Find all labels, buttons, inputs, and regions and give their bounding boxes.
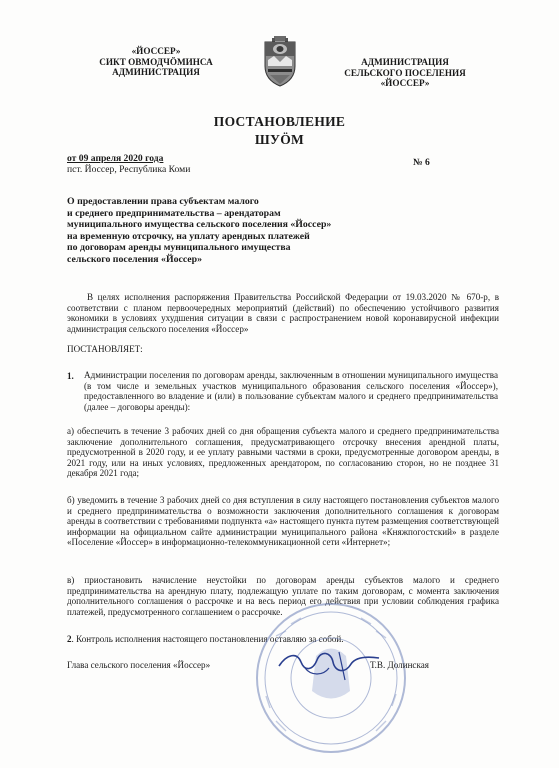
- subitem-v: в) приостановить начисление неустойки по договорам аренды субъектов малого и среднего предпринимательства на арендную плату, подлежащую уплате по таким договорам, с момента заключения дополнительного соглашения о рассрочке и на весь период его действия при условии соблюдения графика платежей, предусмотренного соглашением о рассрочке.: [67, 575, 499, 617]
- item-1-text: Администрации поселения по договорам аренды, заключенным в отношении муниципального имущества (в том числе и земельных участков муниципального образования сельского поселения «Йоссер»), предоставленного во владение и (или) в пользование субъектам малого и среднего предпринимательства (далее – договоры аренды):: [84, 370, 498, 412]
- subitem-b: б) уведомить в течение 3 рабочих дней со дня вступления в силу настоящего постановления субъектов малого и среднего предпринимательства о возможности заключения дополнительного соглашения к договорам аренды в соответствии с требованиями подпункта «а» настоящего пункта путем размещения соответствующей информации на официальном сайте администрации муниципального района «Княжпогостский» в разделе «Поселение «Йоссер» в информационно-телекоммуникационной сети «Интернет»;: [67, 495, 499, 548]
- header-left-line-2: СИКТ ОВМОДЧÖМИНСА: [99, 56, 213, 67]
- subject-line-1: О предоставлении права субъектам малого: [67, 196, 259, 207]
- header-right-line-3: «ЙОССЕР»: [380, 78, 430, 88]
- header-left-line-3: АДМИНИСТРАЦИЯ: [112, 67, 200, 77]
- subject-line-2: и среднего предпринимательства – арендаторам: [67, 207, 281, 219]
- document-place: пст. Йоссер, Республика Коми: [67, 164, 191, 175]
- document-subject: [67, 196, 397, 265]
- document-number: № 6: [413, 157, 430, 168]
- header-left-line-1: «ЙОССЕР»: [131, 46, 181, 56]
- document-date: от 09 апреля 2020 года: [67, 153, 164, 164]
- document-title: ПОСТАНОВЛЕНИЕ: [213, 114, 346, 129]
- handwritten-signature-icon: [275, 646, 385, 686]
- item-1-number: 1.: [67, 371, 74, 381]
- header-right-line-2: СЕЛЬСКОГО ПОСЕЛЕНИЯ: [344, 67, 466, 78]
- document-title-komi: ШУÖМ: [254, 132, 305, 147]
- signatory-position: Глава сельского поселения «Йоссер»: [67, 660, 211, 670]
- header-right-line-1: АДМИНИСТРАЦИЯ: [361, 57, 449, 67]
- subject-line-5: по договорам аренды муниципального имущества: [67, 242, 291, 253]
- subject-line-6: сельского поселения «Йоссер»: [67, 253, 202, 265]
- header-left-block: [70, 46, 242, 78]
- subitem-a: а) обеспечить в течение 3 рабочих дней со дня обращения субъекта малого и среднего предпринимательства заключение дополнительного соглашения, предусматривающего отсрочку внесения арендной платы, предусмотренной в 2020 году, и ее уплату равными частями в сроки, предусмотренные договором аренды, в 2021 году, или на иных условиях, предложенных арендатором, по согласованию сторон, но не позднее 31 декабря 2021 года;: [67, 426, 499, 479]
- subject-line-4: на временную отсрочку, на уплату арендных платежей: [67, 230, 310, 242]
- signatory-name: Т.В. Долинская: [370, 660, 429, 670]
- item-2-text: . Контроль исполнения настоящего постановления оставляю за собой.: [71, 634, 344, 644]
- decree-word: ПОСТАНОВЛЯЕТ:: [67, 344, 143, 354]
- coat-of-arms-icon: [262, 36, 298, 88]
- subject-line-3: муниципального имущества сельского поселения «Йоссер»: [67, 219, 332, 230]
- item-2-number: 2: [67, 634, 72, 644]
- header-right-block: [340, 57, 470, 89]
- preamble-paragraph: В целях исполнения распоряжения Правительства Российской Федерации от 19.03.2020 № 670-р, в соответствии с планом первоочередных мероприятий (действий) по обеспечению устойчивого развития экономики в условиях ухудшения ситуации в связи с распространением новой коронавирусной инфекции администрация сельского поселения «Йоссер»: [67, 292, 499, 334]
